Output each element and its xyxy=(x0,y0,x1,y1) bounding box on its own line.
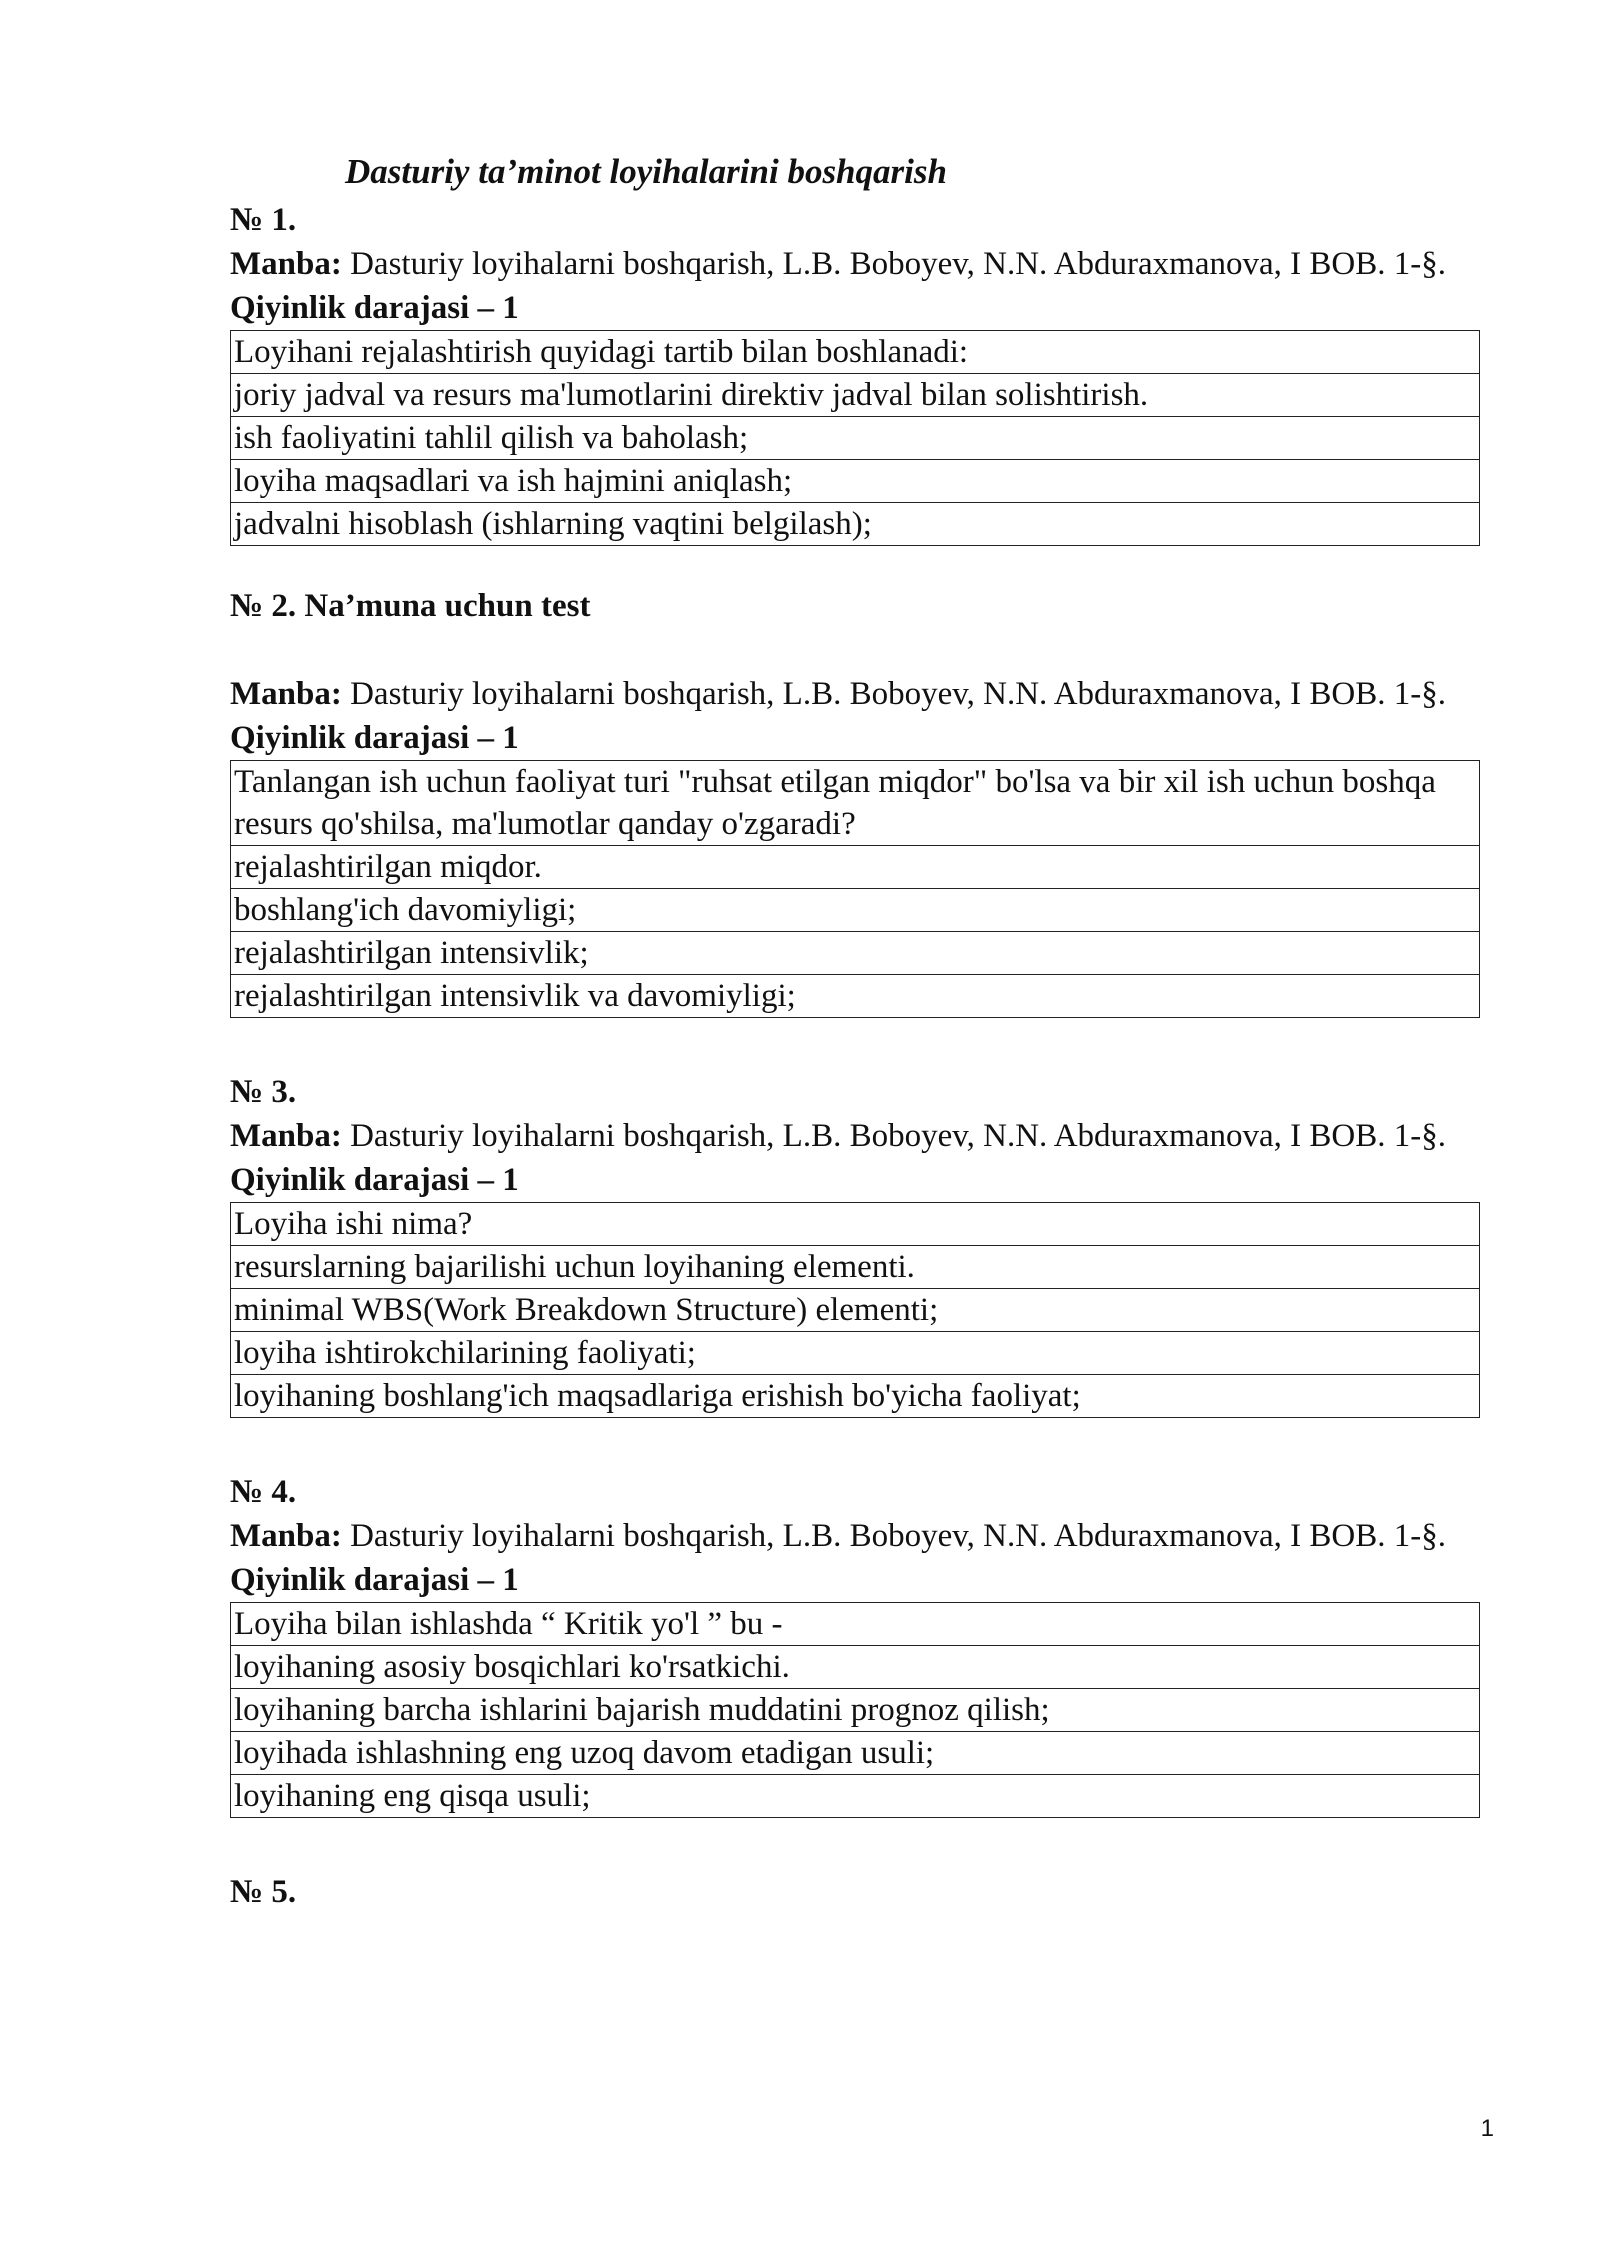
question-number: № 3. xyxy=(230,1074,297,1110)
question-block-5 xyxy=(230,1870,1480,1914)
answer-option: loyihaning asosiy bosqichlari ko'rsatkichi. xyxy=(231,1646,1480,1689)
question-number: № 1. xyxy=(230,202,297,238)
question-block-4 xyxy=(230,1470,1480,1818)
source-text: Dasturiy loyihalarni boshqarish, L.B. Boboyev, N.N. Abduraxmanova, I BOB. 1-§. xyxy=(341,1518,1446,1554)
answer-option: rejalashtirilgan intensivlik; xyxy=(231,932,1480,975)
question-table xyxy=(230,330,1480,546)
table-row xyxy=(231,460,1480,503)
answer-option: minimal WBS(Work Breakdown Structure) elementi; xyxy=(231,1289,1480,1332)
difficulty-level: Qiyinlik darajasi – 1 xyxy=(230,290,519,326)
table-row xyxy=(231,1732,1480,1775)
answer-option: rejalashtirilgan intensivlik va davomiyligi; xyxy=(231,975,1480,1018)
table-row xyxy=(231,975,1480,1018)
document-title: Dasturiy ta’minot loyihalarini boshqarish xyxy=(345,152,947,191)
table-row xyxy=(231,1689,1480,1732)
question-block-3 xyxy=(230,1070,1480,1418)
table-row xyxy=(231,932,1480,975)
question-block-2 xyxy=(230,584,1480,1018)
source-text: Dasturiy loyihalarni boshqarish, L.B. Boboyev, N.N. Abduraxmanova, I BOB. 1-§. xyxy=(341,1118,1446,1154)
answer-option: joriy jadval va resurs ma'lumotlarini direktiv jadval bilan solishtirish. xyxy=(231,374,1480,417)
question-text: Tanlangan ish uchun faoliyat turi "ruhsat etilgan miqdor" bo'lsa va bir xil ish uchun boshqa resurs qo'shilsa, ma'lumotlar qanday o'zgaradi? xyxy=(231,761,1480,846)
source-label: Manba: xyxy=(230,676,342,712)
answer-option: resurslarning bajarilishi uchun loyihaning elementi. xyxy=(231,1246,1480,1289)
table-row xyxy=(231,331,1480,374)
answer-option: loyihada ishlashning eng uzoq davom etadigan usuli; xyxy=(231,1732,1480,1775)
question-text: Loyiha bilan ishlashda “ Kritik yo'l ” bu - xyxy=(231,1603,1480,1646)
question-text: Loyihani rejalashtirish quyidagi tartib bilan boshlanadi: xyxy=(231,331,1480,374)
table-row xyxy=(231,1289,1480,1332)
table-row xyxy=(231,846,1480,889)
table-row xyxy=(231,503,1480,546)
table-row xyxy=(231,374,1480,417)
question-block-1 xyxy=(230,198,1480,546)
table-row xyxy=(231,1603,1480,1646)
table-row xyxy=(231,889,1480,932)
question-number: № 4. xyxy=(230,1474,297,1510)
question-source xyxy=(230,1514,1480,1558)
question-source xyxy=(230,672,1480,716)
table-row xyxy=(231,417,1480,460)
question-text: Loyiha ishi nima? xyxy=(231,1203,1480,1246)
table-row xyxy=(231,761,1480,846)
table-row xyxy=(231,1646,1480,1689)
answer-option: jadvalni hisoblash (ishlarning vaqtini belgilash); xyxy=(231,503,1480,546)
answer-option: loyihaning eng qisqa usuli; xyxy=(231,1775,1480,1818)
answer-option: boshlang'ich davomiyligi; xyxy=(231,889,1480,932)
table-row xyxy=(231,1332,1480,1375)
question-table xyxy=(230,760,1480,1018)
source-text: Dasturiy loyihalarni boshqarish, L.B. Boboyev, N.N. Abduraxmanova, I BOB. 1-§. xyxy=(341,676,1446,712)
source-label: Manba: xyxy=(230,1118,342,1154)
source-label: Manba: xyxy=(230,1518,342,1554)
question-source xyxy=(230,242,1480,286)
page-number: 1 xyxy=(1480,2115,1494,2142)
difficulty-level: Qiyinlik darajasi – 1 xyxy=(230,1562,519,1598)
difficulty-level: Qiyinlik darajasi – 1 xyxy=(230,720,519,756)
answer-option: loyiha ishtirokchilarining faoliyati; xyxy=(231,1332,1480,1375)
question-number: № 5. xyxy=(230,1874,297,1910)
answer-option: loyihaning barcha ishlarini bajarish muddatini prognoz qilish; xyxy=(231,1689,1480,1732)
answer-option: ish faoliyatini tahlil qilish va baholash; xyxy=(231,417,1480,460)
difficulty-level: Qiyinlik darajasi – 1 xyxy=(230,1162,519,1198)
table-row xyxy=(231,1375,1480,1418)
question-number: № 2. Na’muna uchun test xyxy=(230,588,591,624)
question-source xyxy=(230,1114,1480,1158)
table-row xyxy=(231,1246,1480,1289)
table-row xyxy=(231,1203,1480,1246)
answer-option: loyihaning boshlang'ich maqsadlariga erishish bo'yicha faoliyat; xyxy=(231,1375,1480,1418)
answer-option: rejalashtirilgan miqdor. xyxy=(231,846,1480,889)
question-table xyxy=(230,1202,1480,1418)
question-table xyxy=(230,1602,1480,1818)
source-text: Dasturiy loyihalarni boshqarish, L.B. Boboyev, N.N. Abduraxmanova, I BOB. 1-§. xyxy=(341,246,1446,282)
source-label: Manba: xyxy=(230,246,342,282)
document-page xyxy=(230,150,1480,1914)
answer-option: loyiha maqsadlari va ish hajmini aniqlash; xyxy=(231,460,1480,503)
table-row xyxy=(231,1775,1480,1818)
